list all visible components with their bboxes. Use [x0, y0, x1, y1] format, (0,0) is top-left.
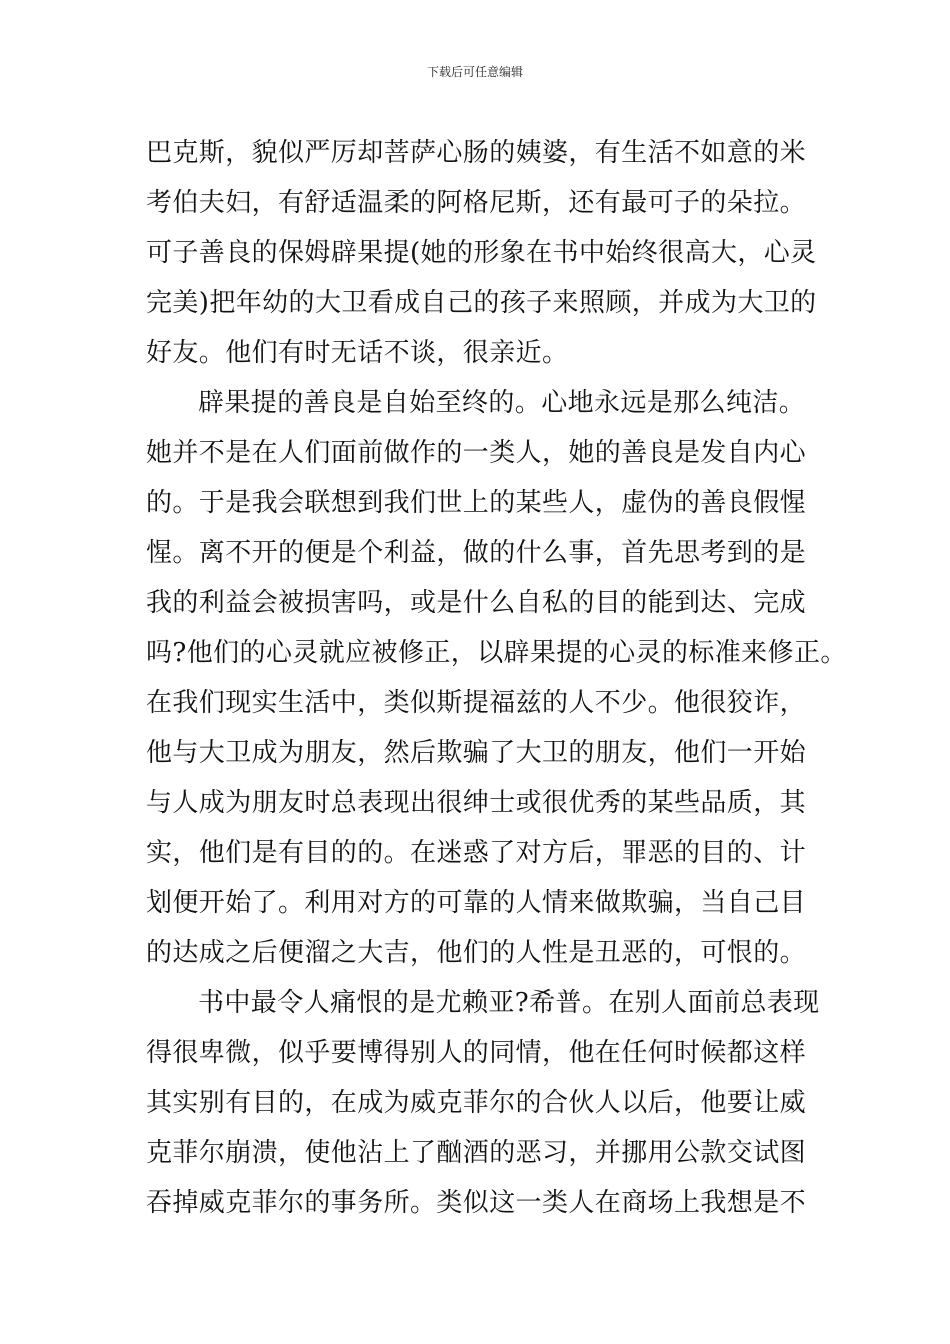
text-line: 在我们现实生活中，类似斯提福兹的人不少。他很狡诈，	[146, 688, 807, 718]
text-line: 考伯夫妇，有舒适温柔的阿格尼斯，还有最可子的朵拉。	[146, 188, 807, 218]
text-line: 可子善良的保姆辟果提(她的形象在书中始终很高大，心灵	[146, 238, 817, 268]
text-line: 实，他们是有目的的。在迷惑了对方后，罪恶的目的、计	[146, 838, 807, 868]
text-line: 好友。他们有时无话不谈，很亲近。	[146, 338, 569, 368]
text-line: 其实别有目的，在成为威克菲尔的合伙人以后，他要让威	[146, 1088, 807, 1118]
text-line: 得很卑微，似乎要博得别人的同情，他在任何时候都这样	[146, 1038, 807, 1068]
text-line: 与人成为朋友时总表现出很绅士或很优秀的某些品质，其	[146, 788, 807, 818]
text-line: 吞掉威克菲尔的事务所。类似这一类人在商场上我想是不	[146, 1188, 807, 1218]
text-line: 惺。离不开的便是个利益，做的什么事，首先思考到的是	[146, 538, 807, 568]
document-body	[146, 128, 847, 1228]
text-line: 的。于是我会联想到我们世上的某些人，虚伪的善良假惺	[146, 488, 807, 518]
text-line: 他与大卫成为朋友，然后欺骗了大卫的朋友，他们一开始	[146, 738, 807, 768]
text-line: 她并不是在人们面前做作的一类人，她的善良是发自内心	[146, 438, 807, 468]
text-line: 我的利益会被损害吗，或是什么自私的目的能到达、完成	[146, 588, 807, 618]
text-line: 完美)把年幼的大卫看成自己的孩子来照顾，并成为大卫的	[146, 288, 817, 318]
text-line: 吗?他们的心灵就应被修正，以辟果提的心灵的标准来修正。	[146, 638, 847, 668]
text-line: 巴克斯，貌似严厉却菩萨心肠的姨婆，有生活不如意的米	[146, 138, 807, 168]
page-header: 下载后可任意编辑	[426, 65, 523, 79]
text-line: 克菲尔崩溃，使他沾上了酗酒的恶习，并挪用公款交试图	[146, 1138, 807, 1168]
paragraph-start-line: 辟果提的善良是自始至终的。心地永远是那么纯洁。	[198, 388, 806, 418]
paragraph-start-line: 书中最令人痛恨的是尤赖亚?希普。在别人面前总表现	[198, 988, 820, 1018]
text-line: 的达成之后便溜之大吉，他们的人性是丑恶的，可恨的。	[146, 938, 807, 968]
text-line: 划便开始了。利用对方的可靠的人情来做欺骗，当自己目	[146, 888, 807, 918]
